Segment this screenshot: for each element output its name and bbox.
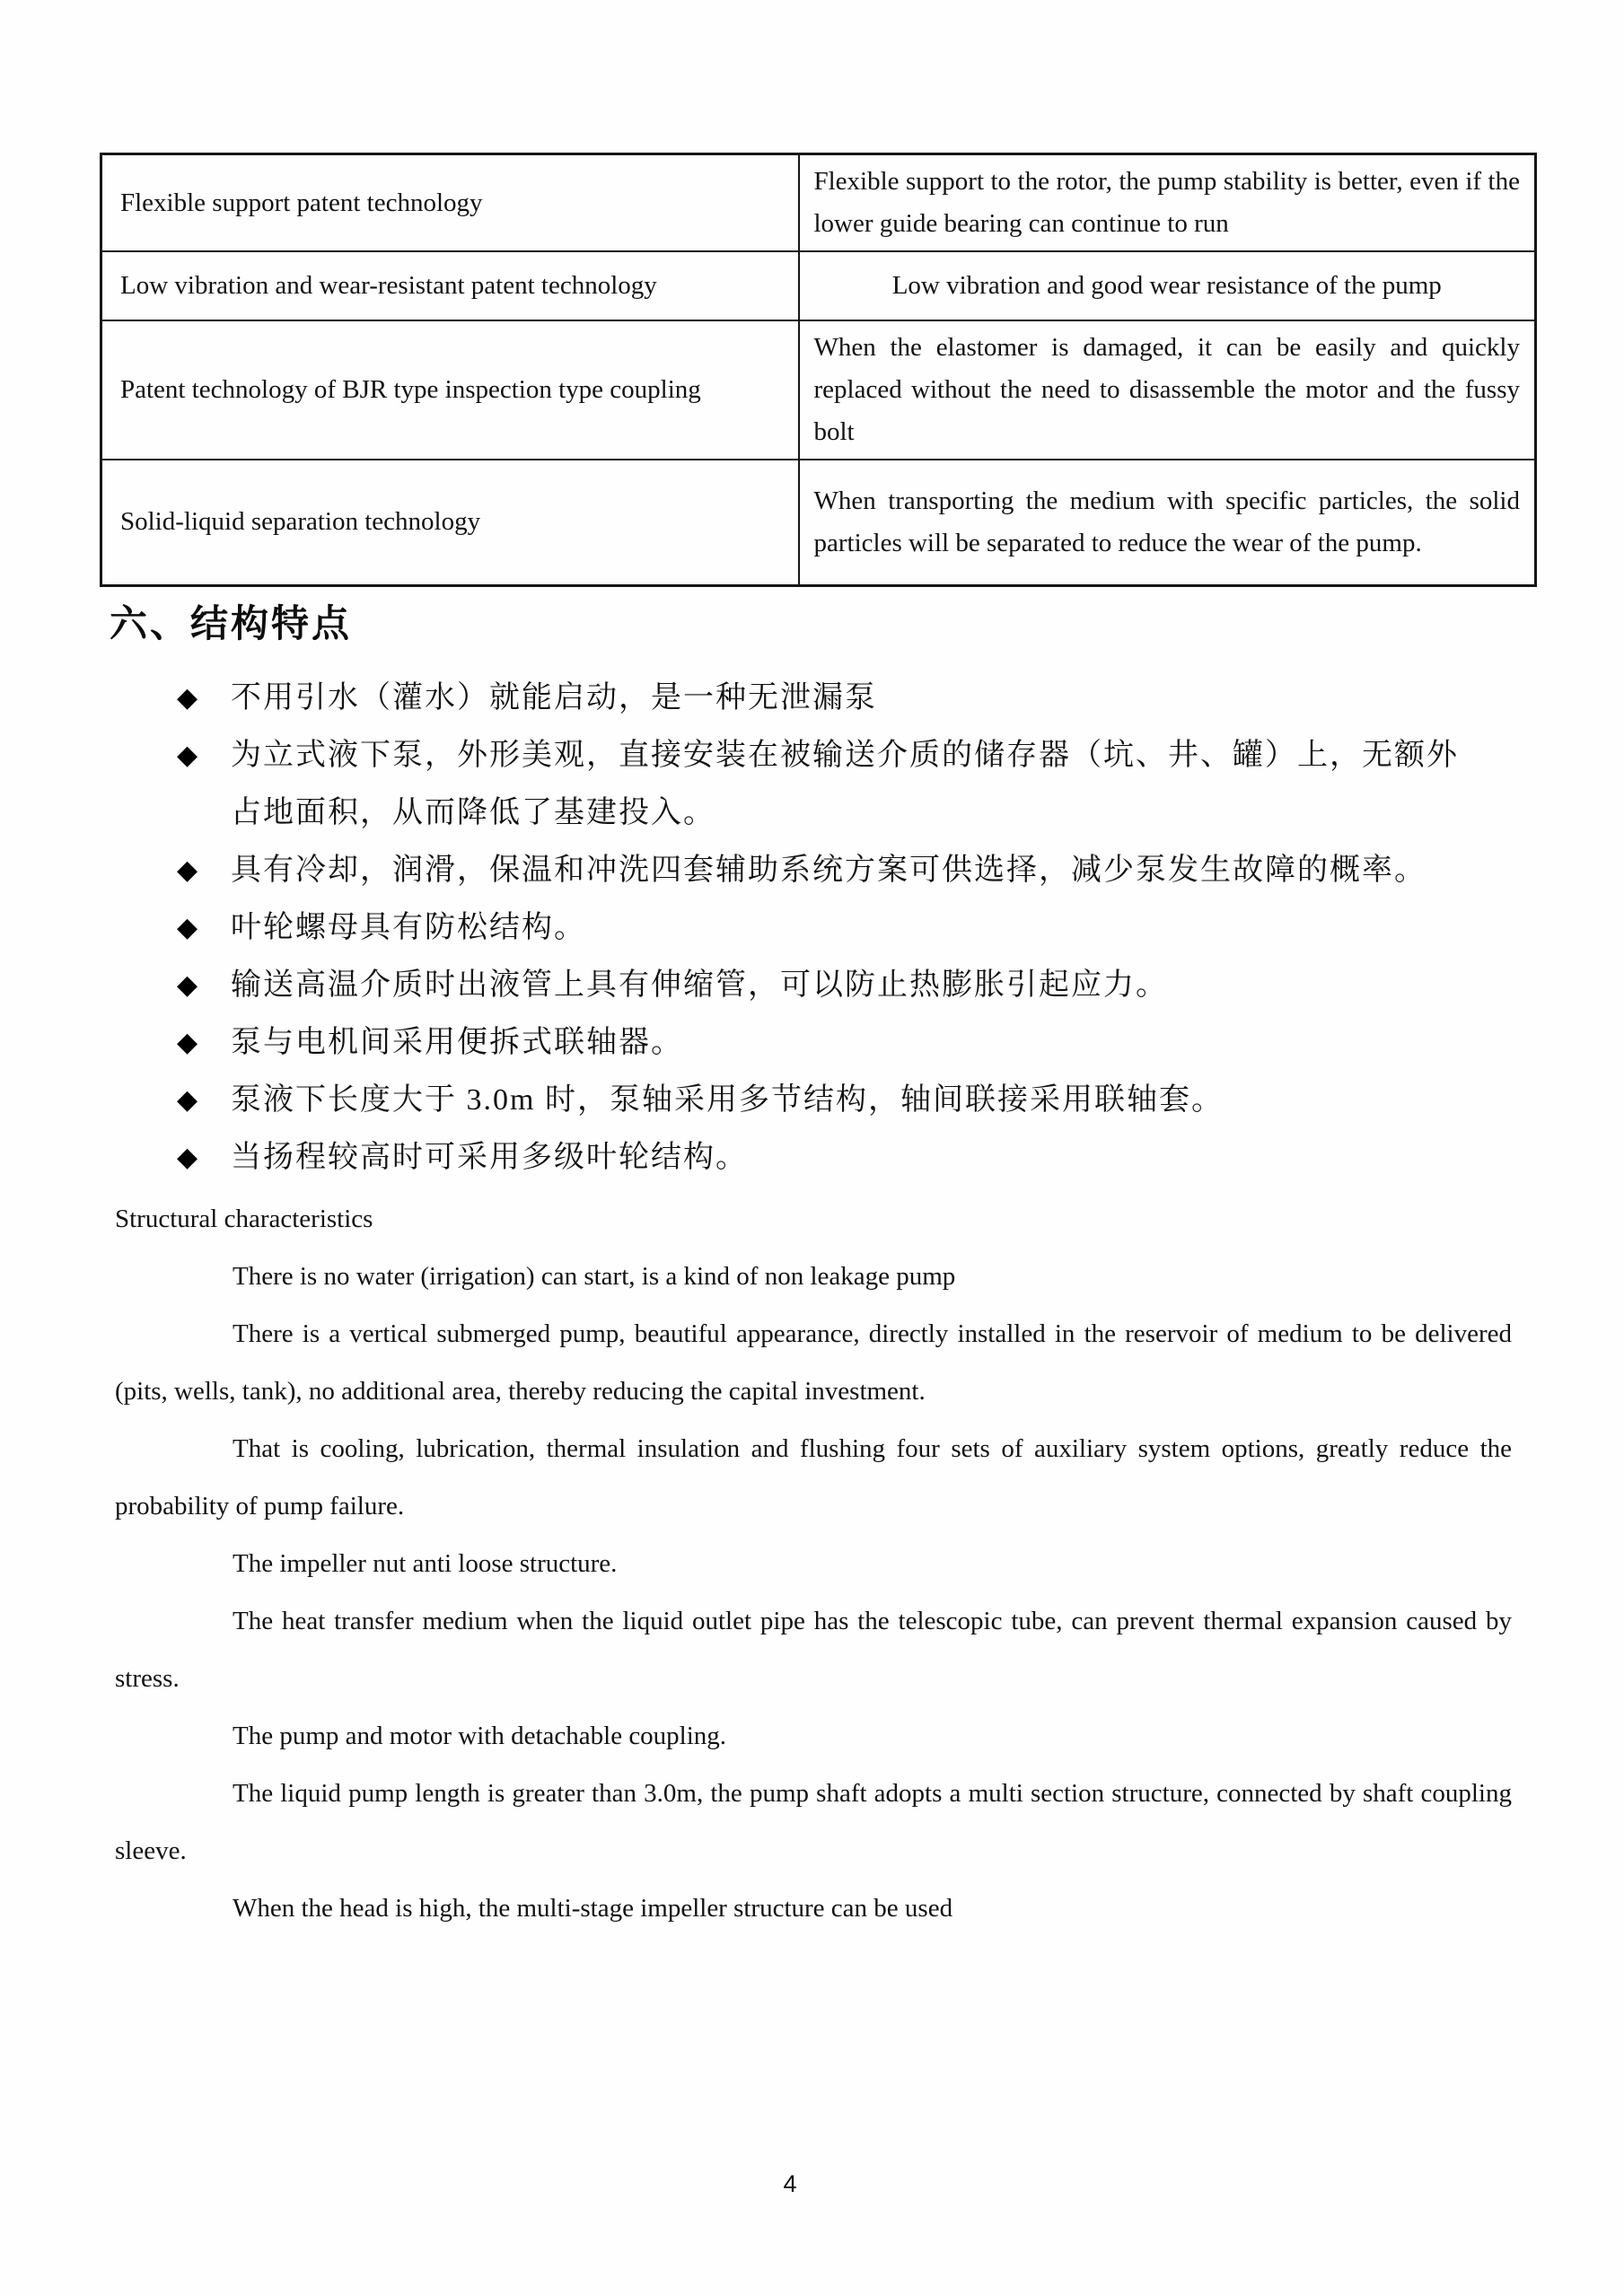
feature-cell: Solid-liquid separation technology	[101, 460, 799, 585]
diamond-bullet-icon: ◆	[177, 1085, 198, 1115]
section-heading: 六、结构特点	[110, 604, 353, 645]
translation-paragraph: The pump and motor with detachable coupling.	[233, 1722, 727, 1750]
english-translation-block	[115, 1190, 1512, 1937]
translation-paragraph: There is no water (irrigation) can start, is a kind of non leakage pump	[233, 1262, 956, 1291]
list-item	[177, 1129, 1488, 1187]
translation-paragraph: There is a vertical submerged pump, beautiful appearance, directly installed in the reservoir of medium to be delivered (pits, wells, tank), no additional area, thereby reducing the capital investment.	[115, 1319, 1512, 1406]
translation-title: Structural characteristics	[115, 1205, 373, 1233]
page-number: 4	[783, 2170, 797, 2197]
list-item	[177, 1014, 1488, 1072]
description-cell: When transporting the medium with specific particles, the solid particles will be separated to reduce the wear of the pump.	[799, 460, 1536, 585]
diamond-bullet-icon: ◆	[177, 741, 198, 770]
bullet-text: 具有冷却，润滑，保温和冲洗四套辅助系统方案可供选择，减少泵发生故障的概率。	[231, 854, 1426, 887]
bullet-text: 叶轮螺母具有防松结构。	[231, 911, 586, 944]
translation-paragraph: The heat transfer medium when the liquid outlet pipe has the telescopic tube, can prevent thermal expansion caused by stress.	[115, 1607, 1512, 1693]
list-item	[177, 727, 1488, 842]
description-cell: Flexible support to the rotor, the pump stability is better, even if the lower guide bearing can continue to run	[799, 154, 1536, 252]
list-item	[177, 899, 1488, 957]
feature-cell: Patent technology of BJR type inspection type coupling	[101, 320, 799, 460]
diamond-bullet-icon: ◆	[177, 913, 198, 942]
table-row	[101, 251, 1536, 320]
bullet-text: 为立式液下泵，外形美观，直接安装在被输送介质的储存器（坑、井、罐）上，无额外占地面积，从而降低了基建投入。	[231, 739, 1459, 829]
translation-paragraph: When the head is high, the multi-stage impeller structure can be used	[233, 1894, 953, 1923]
list-item	[177, 1072, 1488, 1129]
diamond-bullet-icon: ◆	[177, 683, 198, 713]
list-item	[177, 670, 1488, 727]
diamond-bullet-icon: ◆	[177, 1143, 198, 1172]
structure-feature-list	[177, 670, 1488, 1187]
description-cell: Low vibration and good wear resistance of the pump	[799, 251, 1536, 320]
translation-paragraph: That is cooling, lubrication, thermal insulation and flushing four sets of auxiliary system options, greatly reduce the probability of pump failure.	[115, 1434, 1512, 1520]
bullet-text: 当扬程较高时可采用多级叶轮结构。	[231, 1141, 748, 1174]
patent-technology-table	[100, 153, 1537, 587]
bullet-text: 不用引水（灌水）就能启动，是一种无泄漏泵	[231, 681, 877, 714]
table-row	[101, 460, 1536, 585]
list-item	[177, 957, 1488, 1014]
bullet-text: 泵与电机间采用便拆式联轴器。	[231, 1026, 683, 1059]
translation-paragraph: The liquid pump length is greater than 3.0m, the pump shaft adopts a multi section structure, connected by shaft coupling sleeve.	[115, 1779, 1512, 1865]
bullet-text: 泵液下长度大于 3.0m 时，泵轴采用多节结构，轴间联接采用联轴套。	[231, 1083, 1224, 1117]
translation-paragraph: The impeller nut anti loose structure.	[233, 1549, 618, 1578]
feature-cell: Low vibration and wear-resistant patent technology	[101, 251, 799, 320]
diamond-bullet-icon: ◆	[177, 970, 198, 1000]
table-row	[101, 154, 1536, 252]
description-cell: When the elastomer is damaged, it can be easily and quickly replaced without the need to disassemble the motor and the fussy bolt	[799, 320, 1536, 460]
diamond-bullet-icon: ◆	[177, 1028, 198, 1057]
list-item	[177, 842, 1488, 899]
bullet-text: 输送高温介质时出液管上具有伸缩管，可以防止热膨胀引起应力。	[231, 968, 1168, 1002]
table-row	[101, 320, 1536, 460]
diamond-bullet-icon: ◆	[177, 855, 198, 885]
feature-cell: Flexible support patent technology	[101, 154, 799, 252]
